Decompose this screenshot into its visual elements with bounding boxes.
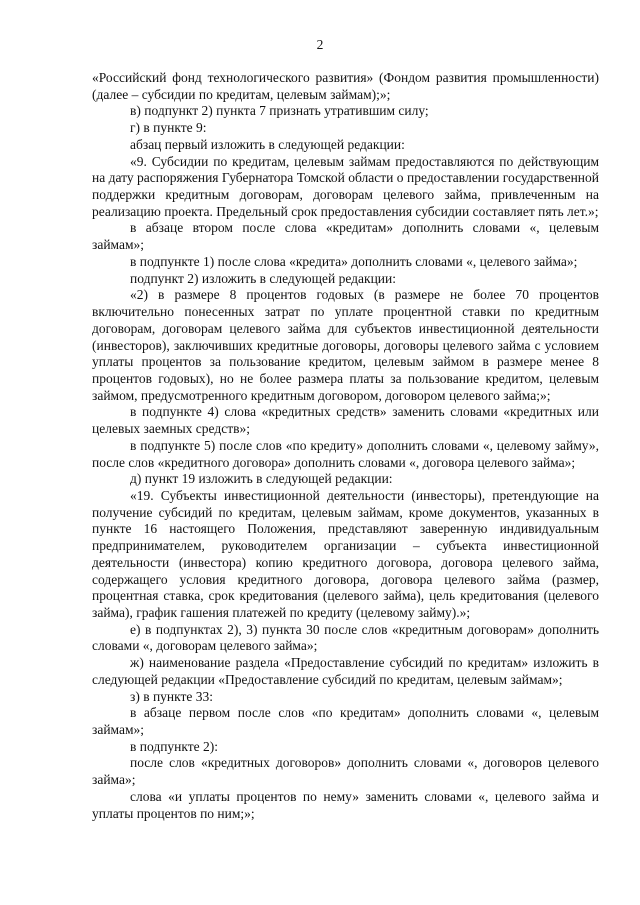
- paragraph: д) пункт 19 изложить в следующей редакции:: [130, 471, 393, 487]
- paragraph: в подпункте 5) после слов «по кредиту» дополнить словами «, целевому займу», после слов «кредитного договора» дополнить словами «, договора целевого займа»;: [92, 437, 599, 470]
- document-body: [92, 70, 599, 822]
- paragraph: после слов «кредитных договоров» дополнить словами «, договоров целевого займа»;: [92, 755, 599, 788]
- paragraph: «19. Субъекты инвестиционной деятельности (инвесторы), претендующие на получение субсидий по кредитам, целевым займам, кроме документов, указанных в пункте 16 настоящего Положения, представляют заверенную индивидуальным предпринимателем, руководителем организации – субъекта инвестиционной деятельности (инвестора) копию кредитного договора, договора целевого займа, содержащего условия кредитного договора, договора целевого займа (размер, процентная ставка, срок кредитования (целевого займа), цель кредитования (целевого займа), график гашения платежей по кредиту (целевому займу).»;: [92, 487, 599, 620]
- paragraph: е) в подпунктах 2), 3) пункта 30 после слов «кредитным договорам» дополнить словами «, договорам целевого займа»;: [92, 621, 599, 654]
- paragraph: в подпункте 2):: [130, 738, 219, 754]
- paragraph: в) подпункт 2) пункта 7 признать утратившим силу;: [130, 103, 429, 119]
- paragraph: слова «и уплаты процентов по нему» заменить словами «, целевого займа и уплаты процентов по ним;»;: [92, 788, 599, 821]
- paragraph: г) в пункте 9:: [130, 120, 207, 136]
- page-number: 2: [316, 37, 324, 52]
- paragraph: в абзаце втором после слова «кредитам» дополнить словами «, целевым займам»;: [92, 220, 599, 253]
- paragraph: в подпункте 1) после слова «кредита» дополнить словами «, целевого займа»;: [130, 253, 578, 269]
- paragraph: з) в пункте 33:: [130, 688, 214, 704]
- paragraph: подпункт 2) изложить в следующей редакции:: [130, 270, 397, 286]
- paragraph: «2) в размере 8 процентов годовых (в размере не более 70 процентов включительно понесенных затрат по уплате процентной ставки по кредитным договорам, договорам целевого займа для субъектов инвестиционной деятельности (инвесторов), заключивших кредитные договоры, договоры целевого займа с условием уплаты процентов за пользование кредитом, целевым займом в размере менее 8 процентов годовых), но не более размера платы за пользование кредитом, целевым займом, предусмотренного кредитным договором, договором целевого займа;»;: [92, 287, 599, 403]
- paragraph: в подпункте 4) слова «кредитных средств» заменить словами «кредитных или целевых заемных средств»;: [92, 404, 599, 437]
- paragraph: в абзаце первом после слов «по кредитам» дополнить словами «, целевым займам»;: [92, 705, 599, 738]
- paragraph: «9. Субсидии по кредитам, целевым займам предоставляются по действующим на дату распоряжения Губернатора Томской области о предоставлении государственной поддержки кредитным договорам, договорам целевого займа, привлеченным на реализацию проекта. Предельный срок предоставления субсидии составляет пять лет.»;: [92, 153, 599, 219]
- paragraph: «Российский фонд технологического развития» (Фондом развития промышленности) (далее – субсидии по кредитам, целевым займам);»;: [92, 70, 599, 102]
- paragraph: ж) наименование раздела «Предоставление субсидий по кредитам» изложить в следующей редакции «Предоставление субсидий по кредитам, целевым займам»;: [92, 655, 599, 687]
- paragraph: абзац первый изложить в следующей редакции:: [130, 136, 405, 152]
